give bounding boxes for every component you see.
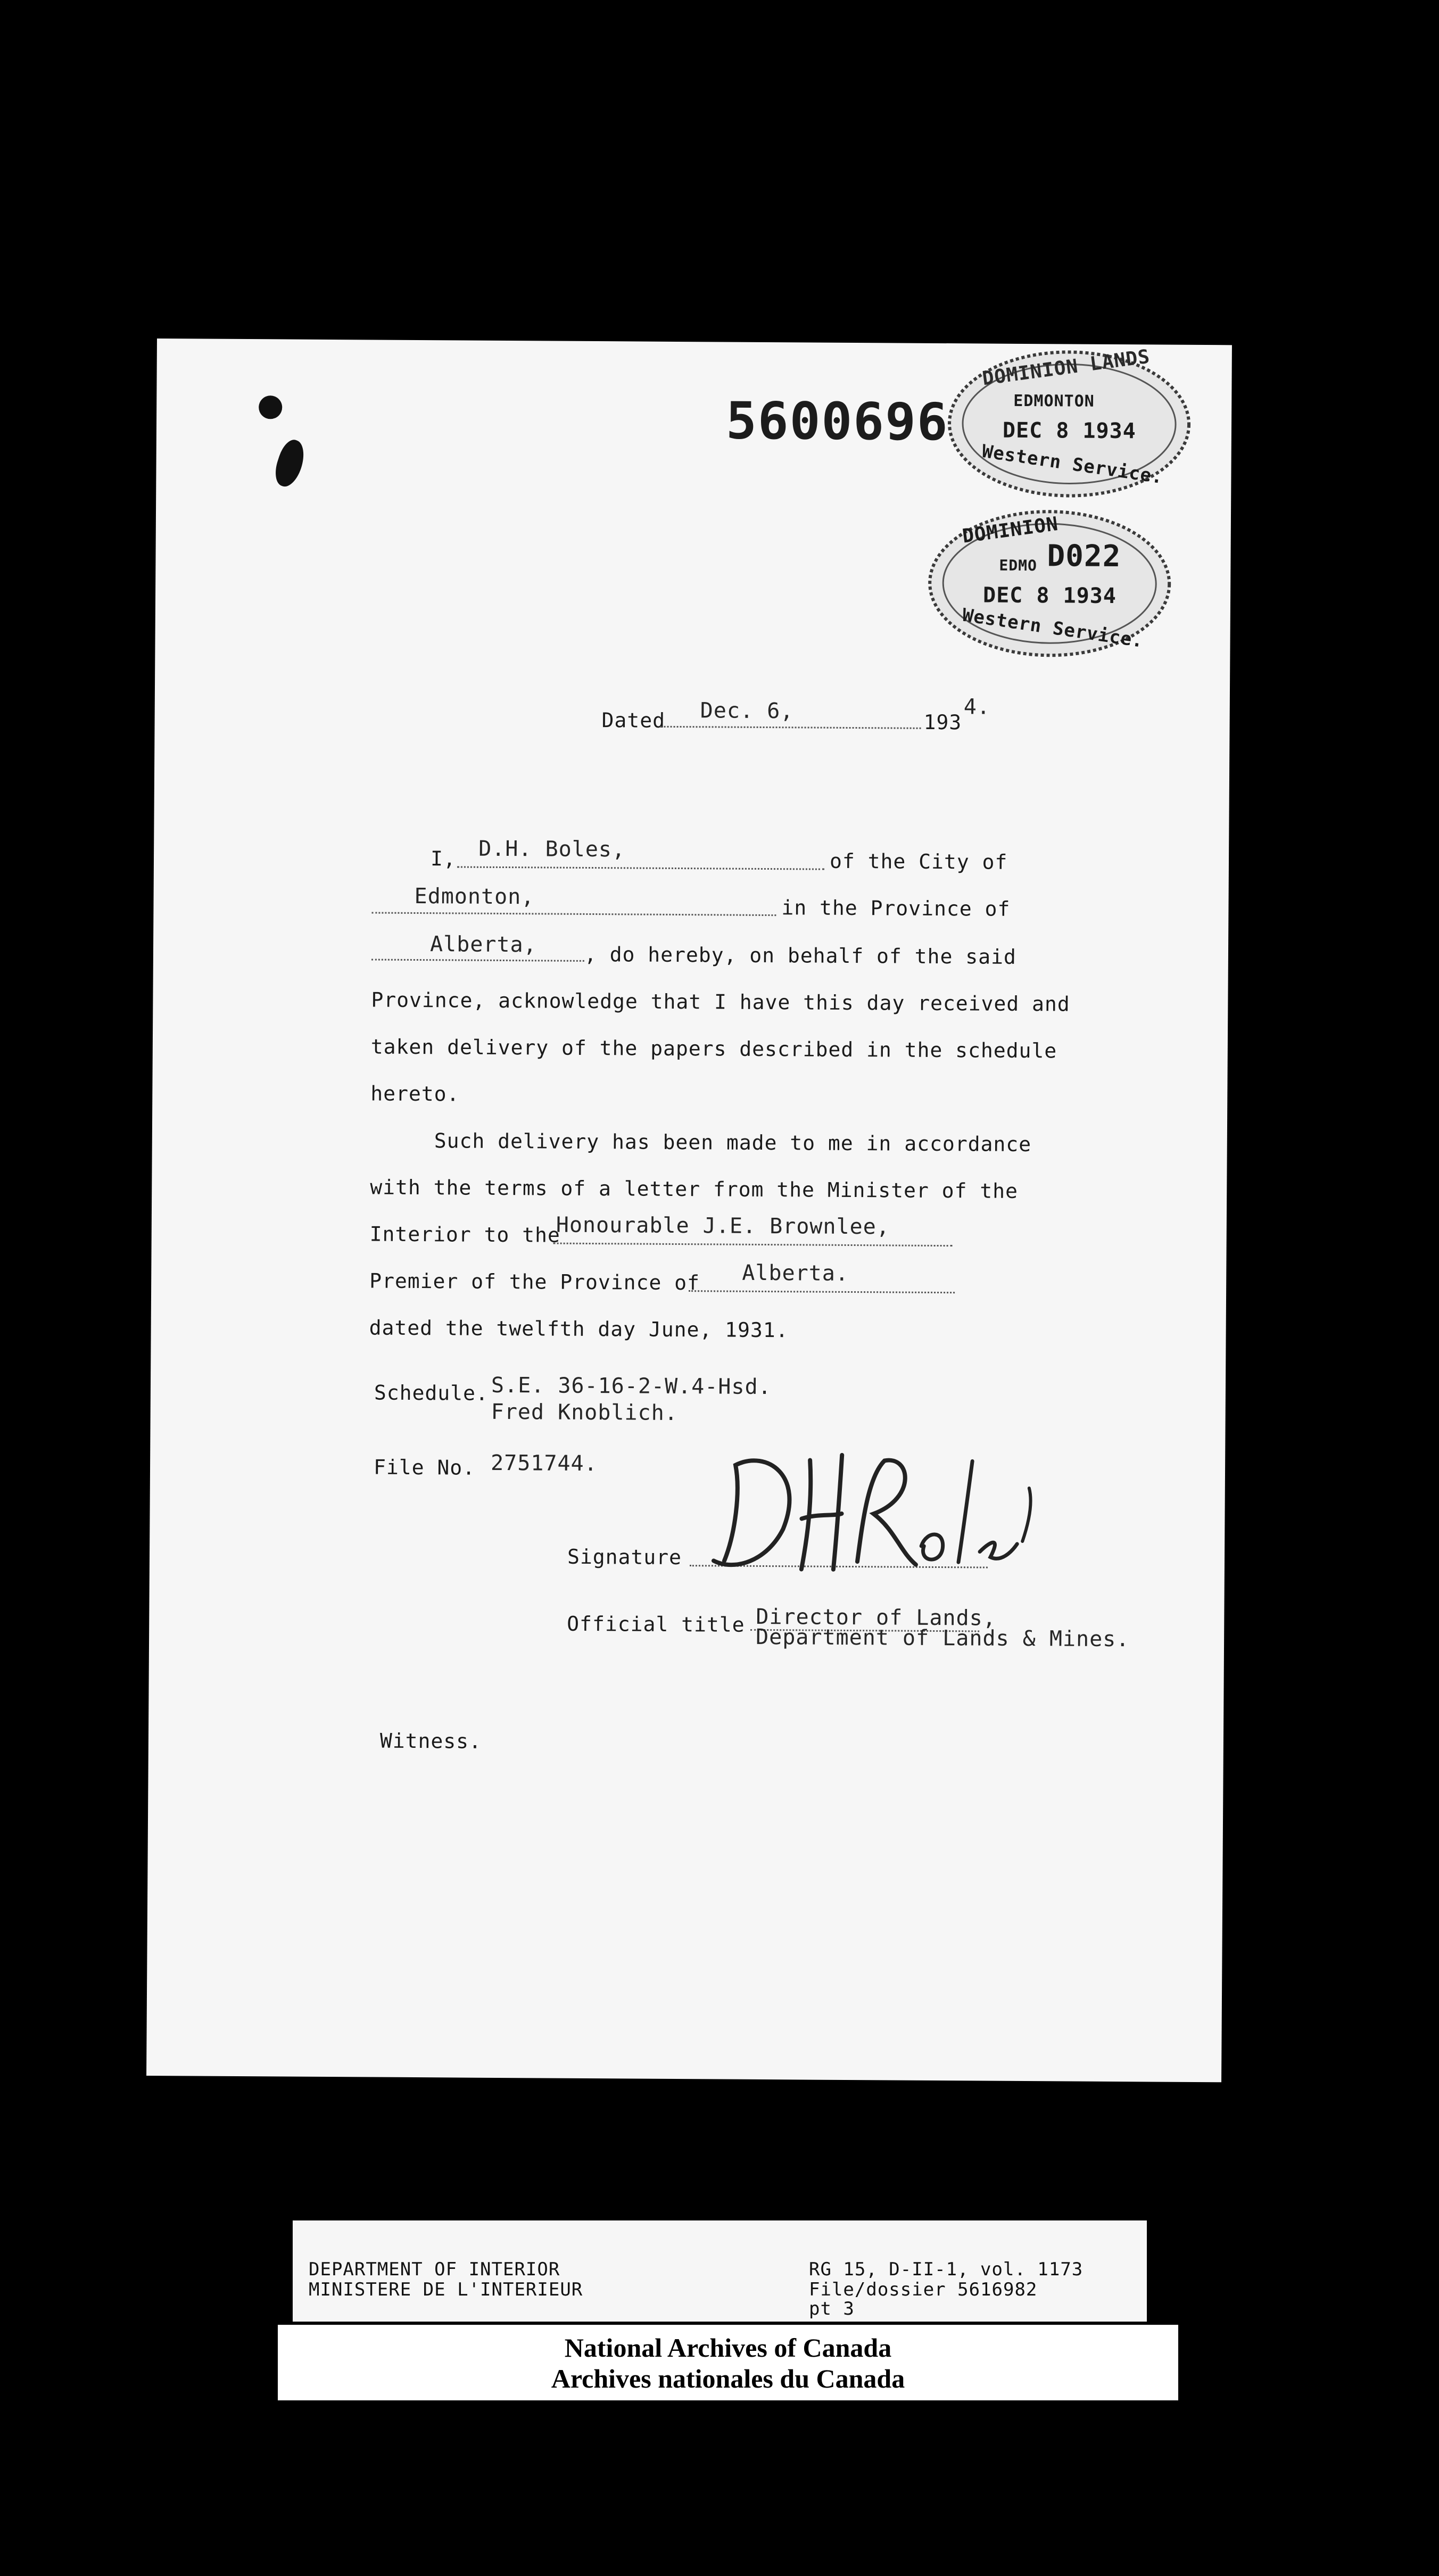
schedule-line2: Fred Knoblich.	[491, 1399, 678, 1426]
official-line2: Department of Lands & Mines.	[755, 1624, 1130, 1652]
dated-label: Dated	[601, 708, 666, 732]
in-province-text: in the Province of	[781, 896, 1011, 921]
ref-line3: pt 3	[809, 2298, 855, 2319]
interior-to-text: Interior to the	[369, 1222, 561, 1247]
document-page	[146, 338, 1232, 2082]
stamp-bottom-service: Western Service.	[961, 604, 1145, 653]
province-underline	[371, 959, 584, 961]
stamp-top-service: Western Service.	[980, 440, 1165, 489]
dominion-lands-stamp-bottom	[924, 503, 1175, 664]
year-suffix: 4.	[963, 695, 991, 720]
honourable-underline	[553, 1243, 953, 1247]
city-underline	[371, 912, 776, 916]
schedule-line1: S.E. 36-16-2-W.4-Hsd.	[491, 1373, 772, 1400]
year-prefix: 193	[923, 710, 962, 734]
stamp-top-city: EDMONTON	[1013, 391, 1095, 411]
premier-underline	[689, 1290, 955, 1293]
dated-twelfth-text: dated the twelfth day June, 1931.	[369, 1316, 789, 1342]
stamp-bottom-number: D022	[1047, 539, 1121, 574]
stamp-bottom-date: DEC 8 1934	[982, 583, 1117, 609]
do-hereby-text: , do hereby, on behalf of the said	[584, 942, 1016, 969]
schedule-label: Schedule.	[374, 1381, 489, 1405]
signature-label: Signature	[567, 1545, 682, 1570]
stamp-top-title: DOMINION LANDS	[981, 345, 1152, 390]
dated-value: Dec. 6,	[700, 698, 794, 724]
official-title-label: Official title	[567, 1612, 745, 1637]
file-label: File No.	[373, 1455, 476, 1480]
dominion-lands-stamp-top	[944, 343, 1195, 505]
p1-line6: hereto.	[370, 1081, 460, 1106]
city-value: Edmonton,	[414, 884, 535, 910]
of-city-text: of the City of	[829, 849, 1008, 874]
stamp-top-date: DEC 8 1934	[1002, 418, 1136, 444]
p2-line2: with the terms of a letter from the Minister of the	[370, 1175, 1019, 1203]
honourable-value: Honourable J.E. Brownlee,	[556, 1212, 890, 1240]
stamp-bottom-title: DOMINION	[961, 513, 1060, 548]
stamp-bottom-city: EDMO	[999, 556, 1037, 575]
dept-en: DEPARTMENT OF INTERIOR	[309, 2259, 560, 2280]
dept-fr: MINISTERE DE L'INTERIEUR	[309, 2279, 583, 2300]
province-value: Alberta,	[429, 932, 537, 957]
p1-line5: taken delivery of the papers described in the schedule	[370, 1035, 1057, 1063]
p2-line1: Such delivery has been made to me in accordance	[434, 1129, 1032, 1157]
ref-line2: File/dossier 5616982	[809, 2279, 1038, 2300]
file-value: 2751744.	[490, 1450, 598, 1476]
archives-fr: Archives nationales du Canada	[551, 2364, 905, 2393]
ink-blot	[271, 437, 309, 490]
official-line1: Director of Lands,	[756, 1604, 996, 1631]
name-value: D.H. Boles,	[478, 836, 626, 862]
punch-hole	[259, 395, 282, 419]
ref-line1: RG 15, D-II-1, vol. 1173	[809, 2259, 1084, 2280]
premier-text: Premier of the Province of	[369, 1269, 700, 1295]
handwritten-signature	[703, 1427, 1034, 1584]
archives-en: National Archives of Canada	[564, 2333, 892, 2363]
name-underline	[457, 866, 824, 870]
p1-i: I,	[430, 847, 456, 871]
document-number: 5600696	[725, 391, 949, 452]
witness-label: Witness.	[379, 1729, 482, 1753]
national-archives-label	[278, 2325, 1178, 2400]
archive-reference-label	[293, 2220, 1147, 2322]
p1-line4: Province, acknowledge that I have this day received and	[371, 988, 1070, 1016]
premier-province-value: Alberta.	[742, 1260, 849, 1286]
dated-underline	[660, 726, 921, 729]
